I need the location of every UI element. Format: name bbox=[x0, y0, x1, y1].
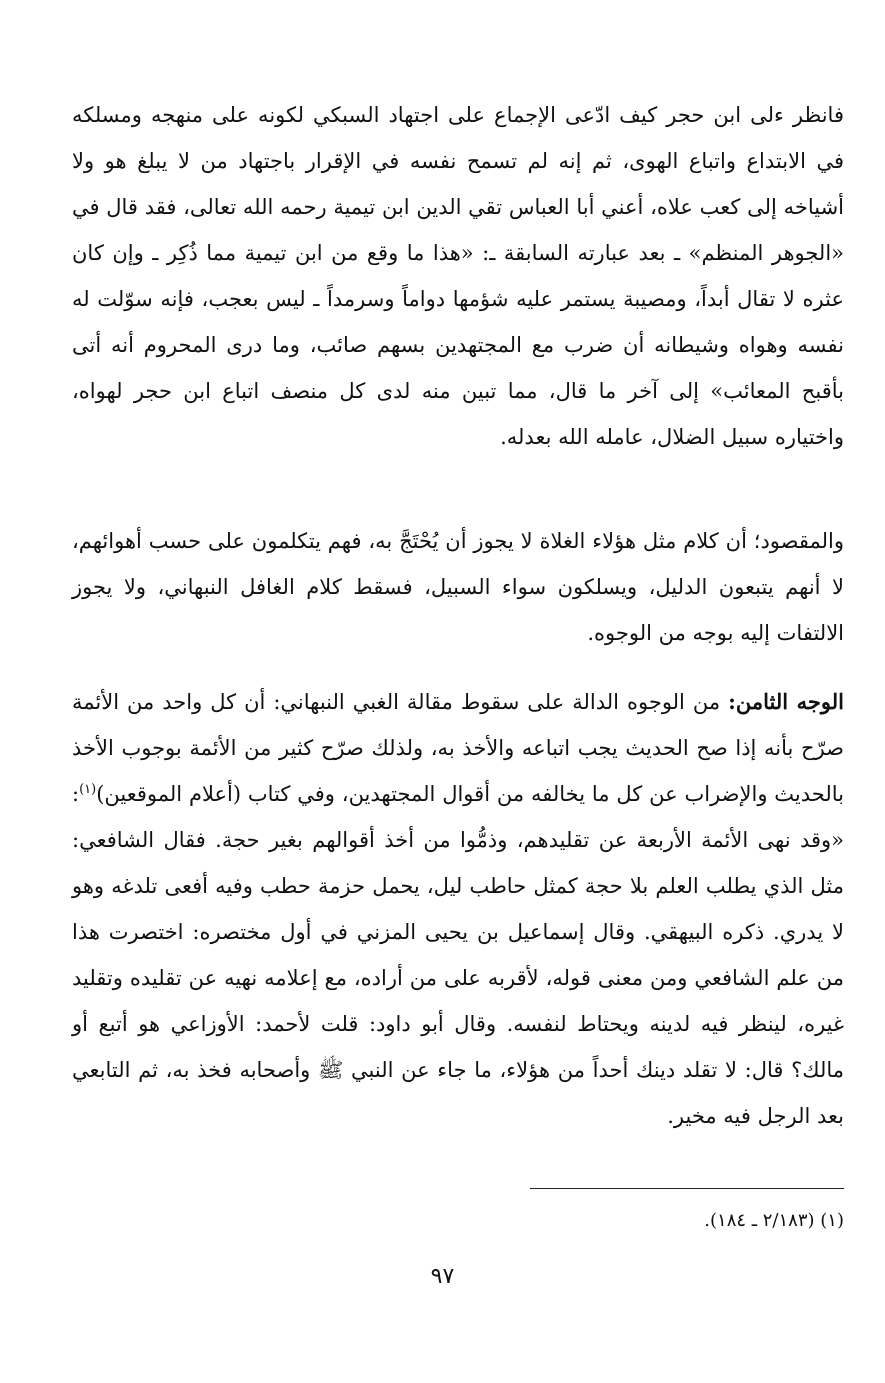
page-number: ٩٧ bbox=[430, 1264, 455, 1289]
paragraph-2: والمقصود؛ أن كلام مثل هؤلاء الغلاة لا يجوز أن يُحْتَجَّ به، فهم يتكلمون على حسب أهوائهم، لا أنهم يتبعون الدليل، ويسلكون سواء السبيل، فسقط كلام الغافل النبهاني، ولا يجوز الالتفات إليه بوجه من الوجوه. bbox=[72, 529, 844, 645]
footnote-divider bbox=[530, 1188, 844, 1189]
paragraph-3 bbox=[72, 679, 844, 1139]
paragraph-3-text-a: من الوجوه الدالة على سقوط مقالة الغبي النبهاني: أن كل واحد من الأئمة صرّح بأنه إذا صح الحديث يجب اتباعه والأخذ به، ولذلك صرّح كثير من الأئمة بوجوب الأخذ بالحديث والإضراب عن كل ما يخالفه من أقوال المجتهدين، وفي كتاب (أعلام الموقعين) bbox=[72, 690, 844, 806]
paragraph-3-text-b: : «وقد نهى الأئمة الأربعة عن تقليدهم، وذمُّوا من أخذ أقوالهم بغير حجة. فقال الشافعي: مثل الذي يطلب العلم بلا حجة كمثل حاطب ليل، يحمل حزمة حطب وفيه أفعى تلدغه وهو لا يدري. ذكره البيهقي. وقال إسماعيل بن يحيى المزني في أول مختصره: اختصرت هذا من علم الشافعي ومن معنى قوله، لأقربه على من أراده، مع إعلامه نهيه عن تقليده وتقليد غيره، لينظر فيه لدينه ويحتاط لنفسه. وقال أبو داود: قلت لأحمد: الأوزاعي هو أتبع أو مالك؟ قال: لا تقلد دينك أحداً من هؤلاء، ما جاء عن النبي ﷺ وأصحابه فخذ به، ثم التابعي بعد الرجل فيه مخير. bbox=[72, 782, 845, 1128]
footnote: (١) (٢/١٨٣ ـ ١٨٤). bbox=[704, 1210, 844, 1231]
paragraph-1: فانظر ءلى ابن حجر كيف ادّعى الإجماع على اجتهاد السبكي لكونه على منهجه ومسلكه في الابتداع واتباع الهوى، ثم إنه لم تسمح نفسه في الإقرار باجتهاد من لا يبلغ هو ولا أشياخه إلى كعب علاه، أعني أبا العباس تقي الدين ابن تيمية رحمه الله تعالى، فقد قال في «الجوهر المنظم» ـ بعد عبارته السابقة ـ: «هذا ما وقع من ابن تيمية مما ذُكِر ـ وإن كان عثره لا تقال أبداً، ومصيبة يستمر عليه شؤمها دواماً وسرمداً ـ ليس بعجب، فإنه سوّلت له نفسه وهواه وشيطانه أن ضرب مع المجتهدين بسهم صائب، وما درى المحروم أنه أتى بأقبح المعائب» إلى آخر ما قال، مما تبين منه لدى كل منصف اتباع ابن حجر لهواه، واختياره سبيل الضلال، عامله الله بعدله. bbox=[72, 103, 844, 449]
footnote-marker[interactable]: (١) bbox=[79, 782, 97, 797]
section-heading-eighth-aspect: الوجه الثامن: bbox=[728, 689, 844, 714]
